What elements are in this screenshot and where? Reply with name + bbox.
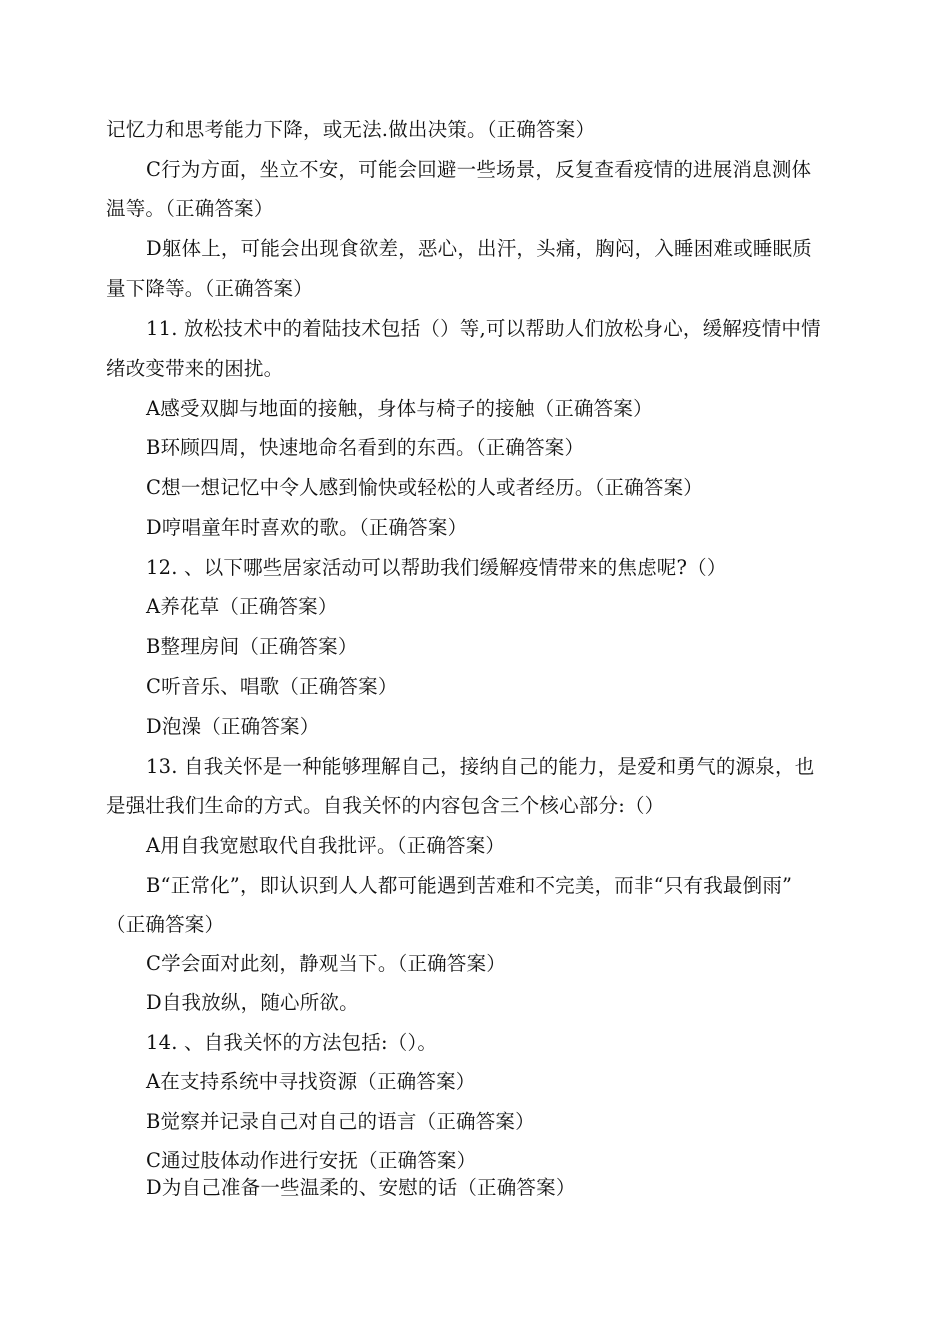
text-line: D躯体上，可能会出现食欲差，恶心，出汗，头痛，胸闷，入睡困难或睡眠质 (146, 237, 812, 260)
question-12-text: 12. 、以下哪些居家活动可以帮助我们缓解疫情带来的焦虑呢?（） (146, 556, 727, 579)
option-a: A用自我宽慰取代自我批评。（正确答案） (146, 834, 506, 857)
option-b: B觉察并记录自己对自己的语言（正确答案） (146, 1110, 535, 1133)
option-a: A在支持系统中寻找资源（正确答案） (146, 1070, 476, 1093)
question-14-text: 14. 、自我关怀的方法包括:（）。 (146, 1031, 438, 1054)
text-line: 记忆力和思考能力下降，或无法.做出决策。（正确答案） (106, 118, 596, 141)
text-line: 温等。（正确答案） (106, 197, 274, 220)
text-line: 是强壮我们生命的方式。自我关怀的内容包含三个核心部分:（） (106, 794, 665, 817)
option-c: C想一想记忆中令人感到愉快或轻松的人或者经历。（正确答案） (146, 476, 703, 499)
option-c: C通过肢体动作进行安抚（正确答案） (146, 1149, 477, 1172)
text-line: C行为方面，坐立不安，可能会回避一些场景，反复查看疫情的进展消息测体 (146, 158, 812, 181)
option-d: D哼唱童年时喜欢的歌。（正确答案） (146, 516, 468, 539)
option-b: B整理房间（正确答案） (146, 635, 358, 658)
question-13-text: 13. 自我关怀是一种能够理解自己，接纳自己的能力，是爱和勇气的源泉，也 (146, 755, 815, 778)
text-line: 绪改变带来的困扰。 (106, 357, 284, 380)
option-d: D自我放纵，随心所欲。 (146, 991, 359, 1014)
option-c: C听音乐、唱歌（正确答案） (146, 675, 398, 698)
option-b: B“正常化”，即认识到人人都可能遇到苦难和不完美，而非“只有我最倒雨” (146, 874, 793, 897)
question-11-text: 11. 放松技术中的着陆技术包括（）等,可以帮助人们放松身心，缓解疫情中情 (146, 317, 821, 340)
text-line: （正确答案） (106, 913, 225, 936)
option-d: D为自己准备一些温柔的、安慰的话（正确答案） (146, 1176, 576, 1199)
option-b: B环顾四周，快速地命名看到的东西。（正确答案） (146, 436, 585, 459)
text-line: 量下降等。（正确答案） (106, 277, 313, 300)
option-a: A感受双脚与地面的接触，身体与椅子的接触（正确答案） (146, 397, 653, 420)
option-d: D泡澡（正确答案） (146, 715, 320, 738)
option-c: C学会面对此刻，静观当下。（正确答案） (146, 952, 506, 975)
option-a: A养花草（正确答案） (146, 595, 338, 618)
